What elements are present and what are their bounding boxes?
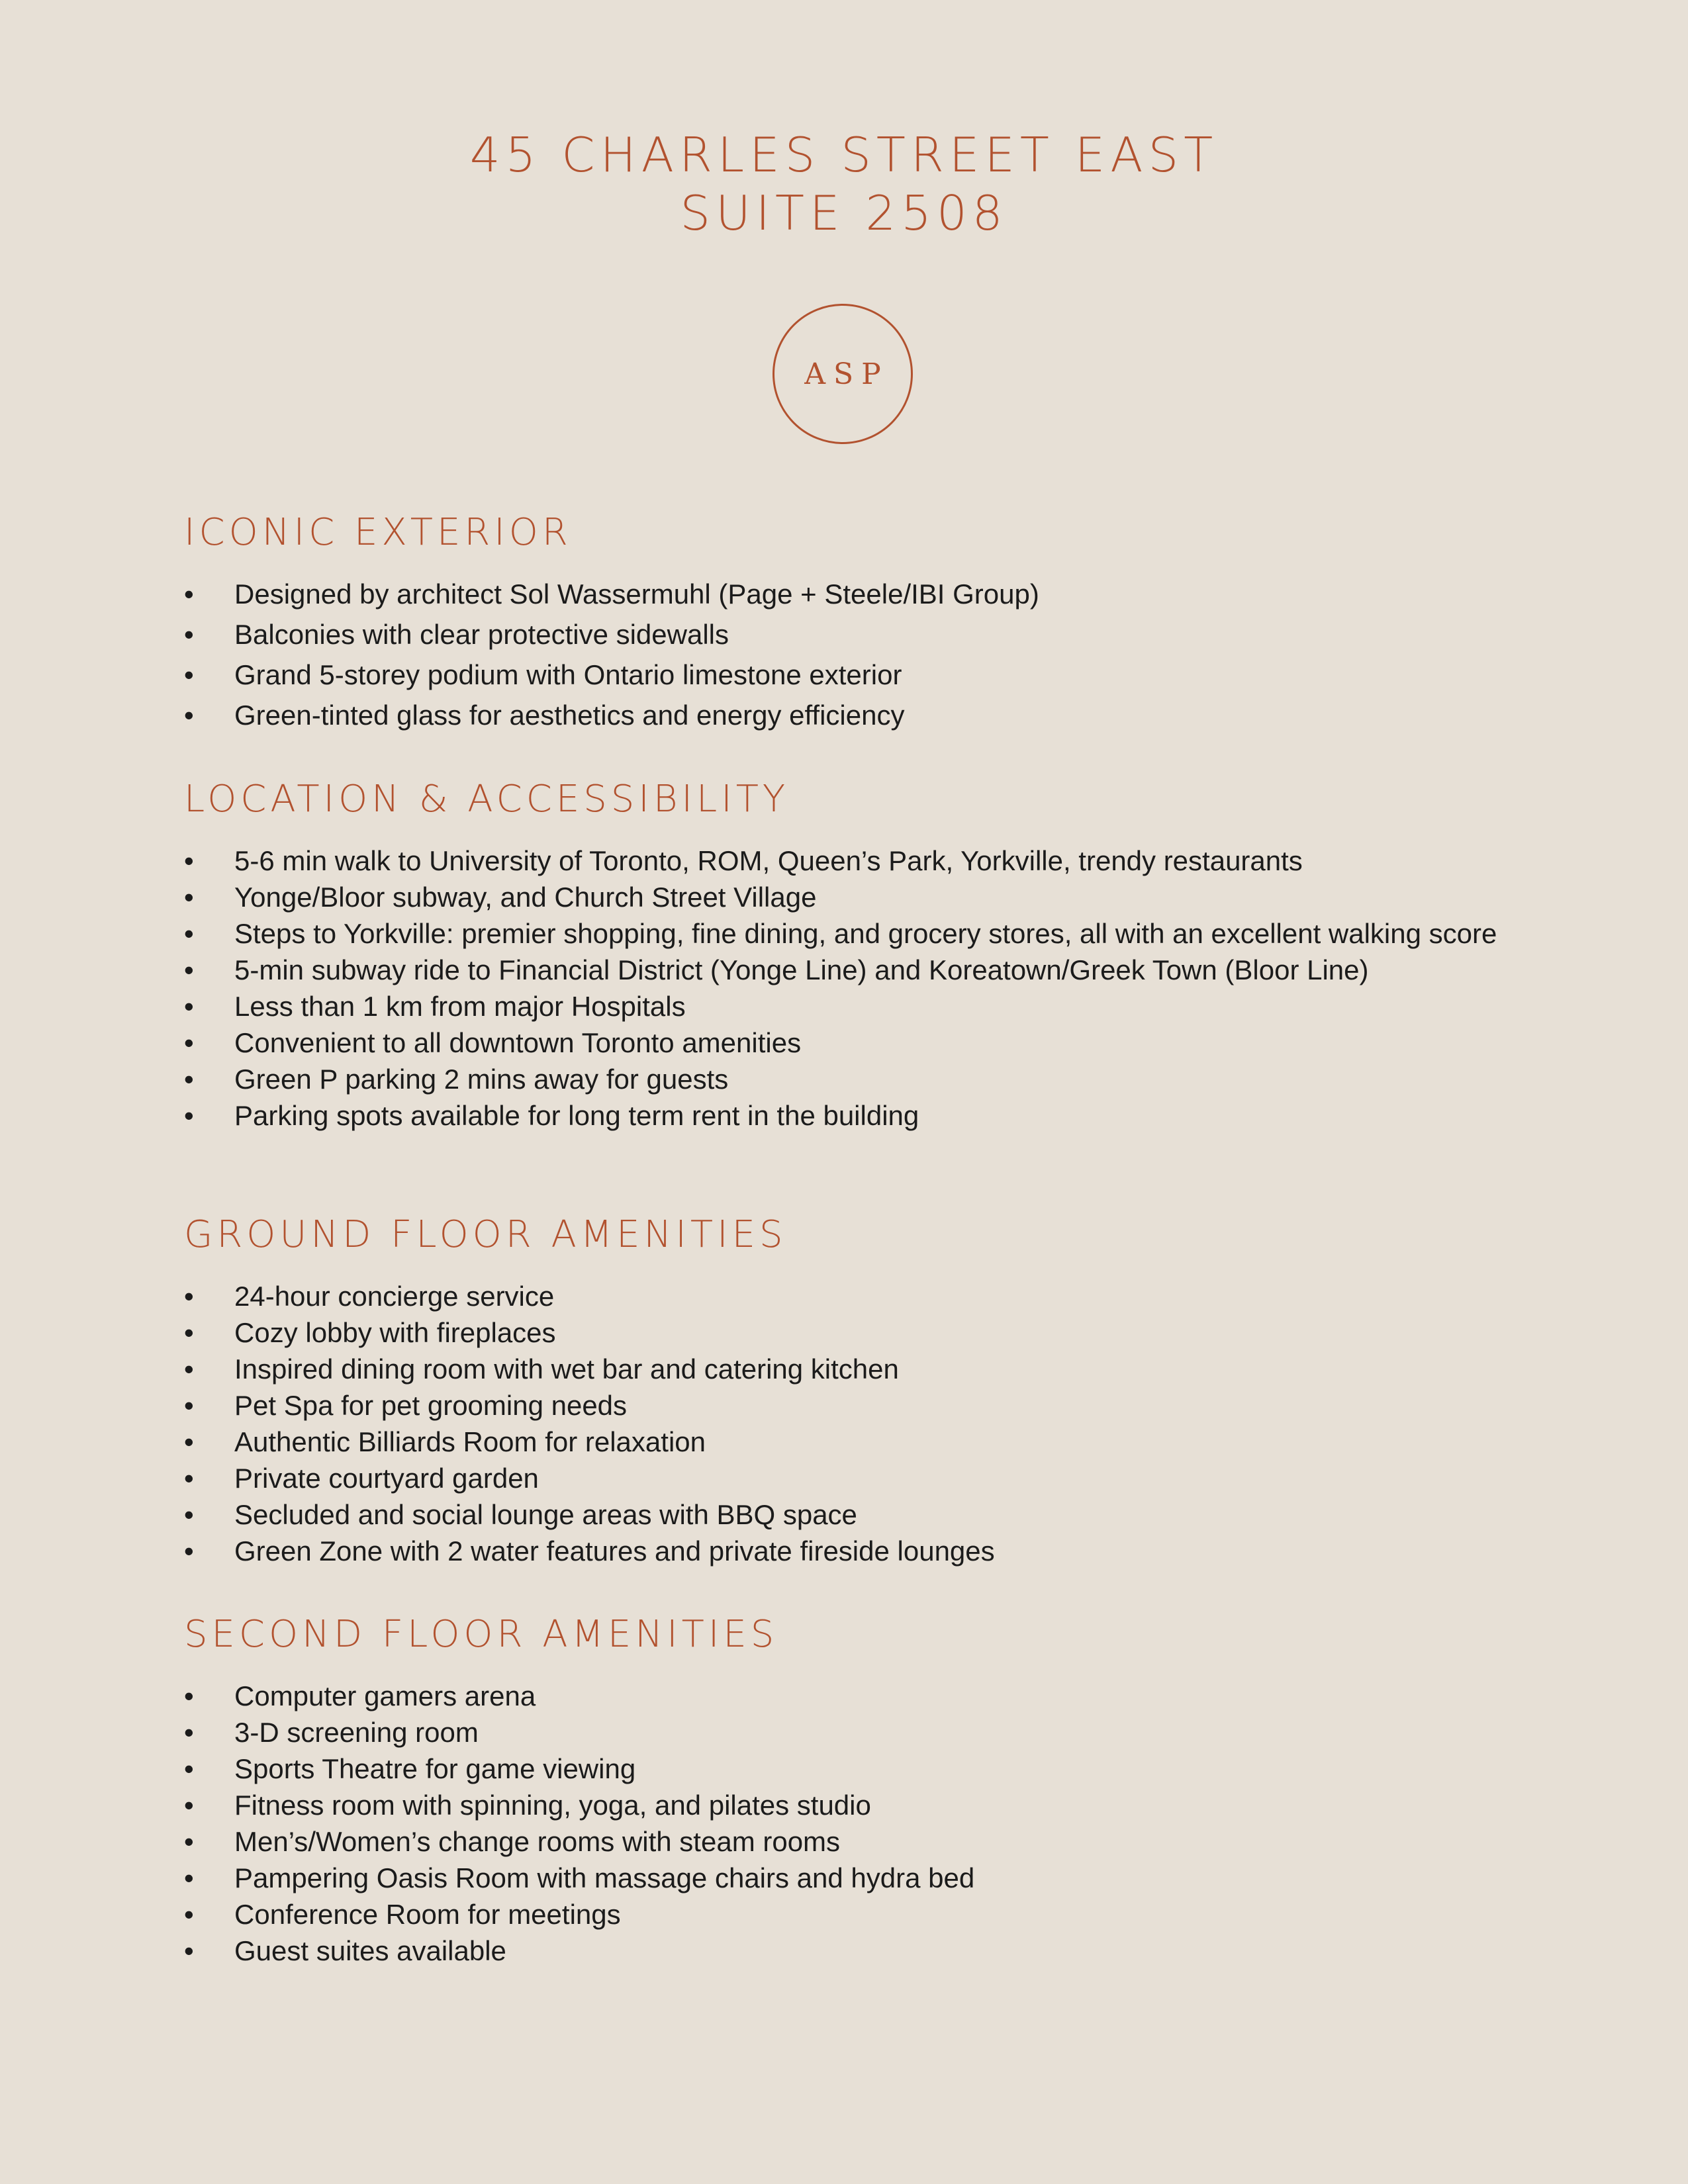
list-item xyxy=(184,697,1541,733)
list-item xyxy=(184,1460,1541,1496)
list-item-text: Authentic Billiards Room for relaxation xyxy=(234,1426,706,1457)
list-item xyxy=(184,988,1541,1024)
list-item xyxy=(184,952,1541,988)
bullet: • xyxy=(184,1753,194,1784)
list-item-text: 5-6 min walk to University of Toronto, ROM, Queen’s Park, Yorkville, trendy restaurants xyxy=(234,845,1303,876)
feature-list xyxy=(184,576,1541,733)
list-item xyxy=(184,1751,1541,1787)
list-item-text: 3-D screening room xyxy=(234,1717,479,1748)
list-item xyxy=(184,1097,1541,1134)
list-item-text: Cozy lobby with fireplaces xyxy=(234,1317,556,1348)
section-ground-floor-amenities xyxy=(184,1212,1541,1569)
bullet: • xyxy=(184,1281,194,1312)
bullet: • xyxy=(184,1535,194,1567)
bullet: • xyxy=(184,1862,194,1893)
list-item-text: Private courtyard garden xyxy=(234,1463,539,1494)
bullet: • xyxy=(184,1390,194,1421)
list-item-text: Parking spots available for long term rent in the building xyxy=(234,1100,919,1131)
bullet: • xyxy=(184,954,194,985)
bullet: • xyxy=(184,1717,194,1748)
list-item-text: Guest suites available xyxy=(234,1935,506,1966)
list-item xyxy=(184,1496,1541,1533)
list-item xyxy=(184,1714,1541,1751)
bullet: • xyxy=(184,1499,194,1530)
address-line: 45 CHARLES STREET EAST xyxy=(469,127,1219,183)
list-item xyxy=(184,1533,1541,1569)
list-item-text: Fitness room with spinning, yoga, and pilates studio xyxy=(234,1790,871,1821)
bullet: • xyxy=(184,1935,194,1966)
feature-list xyxy=(184,1678,1541,1969)
bullet: • xyxy=(184,700,194,731)
section-title: SECOND FLOOR AMENITIES xyxy=(184,1613,778,1656)
section-title: LOCATION & ACCESSIBILITY xyxy=(184,778,790,821)
list-item xyxy=(184,1787,1541,1823)
list-item-text: Convenient to all downtown Toronto amenities xyxy=(234,1027,802,1058)
section-title: GROUND FLOOR AMENITIES xyxy=(184,1213,787,1256)
list-item xyxy=(184,1933,1541,1969)
bullet: • xyxy=(184,991,194,1022)
bullet: • xyxy=(184,1100,194,1131)
list-item-text: Pet Spa for pet grooming needs xyxy=(234,1390,628,1421)
list-item xyxy=(184,1314,1541,1351)
list-item xyxy=(184,1278,1541,1314)
list-item xyxy=(184,842,1541,879)
bullet: • xyxy=(184,1317,194,1348)
bullet: • xyxy=(184,882,194,913)
list-item-text: Inspired dining room with wet bar and catering kitchen xyxy=(234,1353,899,1385)
list-item-text: Secluded and social lounge areas with BBQ space xyxy=(234,1499,857,1530)
list-item xyxy=(184,1351,1541,1387)
bullet: • xyxy=(184,845,194,876)
list-item xyxy=(184,1061,1541,1097)
list-item-text: Men’s/Women’s change rooms with steam rooms xyxy=(234,1826,841,1857)
section-iconic-exterior xyxy=(184,510,1541,737)
list-item-text: Green Zone with 2 water features and private fireside lounges xyxy=(234,1535,995,1567)
bullet: • xyxy=(184,1463,194,1494)
bullet: • xyxy=(184,1027,194,1058)
asp-logo xyxy=(773,304,913,444)
bullet: • xyxy=(184,1064,194,1095)
list-item xyxy=(184,1424,1541,1460)
list-item xyxy=(184,1896,1541,1933)
bullet: • xyxy=(184,578,194,610)
list-item-text: Steps to Yorkville: premier shopping, fine dining, and grocery stores, all with an excellent walking score xyxy=(234,918,1497,949)
bullet: • xyxy=(184,1899,194,1930)
bullet: • xyxy=(184,1680,194,1711)
section-second-floor-amenities xyxy=(184,1612,1541,1969)
logo-text: ASP xyxy=(804,357,889,391)
bullet: • xyxy=(184,918,194,949)
list-item xyxy=(184,1678,1541,1714)
feature-list xyxy=(184,1278,1541,1569)
list-item-text: Conference Room for meetings xyxy=(234,1899,621,1930)
list-item xyxy=(184,576,1541,612)
list-item-text: Computer gamers arena xyxy=(234,1680,536,1711)
list-item xyxy=(184,879,1541,915)
list-item-text: Green P parking 2 mins away for guests xyxy=(234,1064,729,1095)
section-title: ICONIC EXTERIOR xyxy=(184,511,572,554)
list-item xyxy=(184,1823,1541,1860)
list-item xyxy=(184,1860,1541,1896)
list-item-text: Designed by architect Sol Wassermuhl (Page + Steele/IBI Group) xyxy=(234,578,1039,610)
bullet: • xyxy=(184,1353,194,1385)
bullet: • xyxy=(184,1790,194,1821)
list-item xyxy=(184,657,1541,693)
list-item-text: Less than 1 km from major Hospitals xyxy=(234,991,686,1022)
feature-list xyxy=(184,842,1541,1134)
page-title xyxy=(0,126,1688,242)
section-location-accessibility xyxy=(184,776,1541,1134)
list-item-text: Grand 5-storey podium with Ontario limestone exterior xyxy=(234,659,902,690)
bullet: • xyxy=(184,1426,194,1457)
list-item xyxy=(184,1387,1541,1424)
bullet: • xyxy=(184,619,194,650)
list-item-text: Yonge/Bloor subway, and Church Street Village xyxy=(234,882,817,913)
list-item-text: 24-hour concierge service xyxy=(234,1281,555,1312)
list-item xyxy=(184,616,1541,653)
bullet: • xyxy=(184,1826,194,1857)
list-item xyxy=(184,1024,1541,1061)
list-item-text: Sports Theatre for game viewing xyxy=(234,1753,636,1784)
list-item xyxy=(184,915,1541,952)
suite-line: SUITE 2508 xyxy=(680,185,1008,241)
bullet: • xyxy=(184,659,194,690)
list-item-text: Balconies with clear protective sidewalls xyxy=(234,619,729,650)
list-item-text: Pampering Oasis Room with massage chairs and hydra bed xyxy=(234,1862,975,1893)
list-item-text: Green-tinted glass for aesthetics and energy efficiency xyxy=(234,700,905,731)
list-item-text: 5-min subway ride to Financial District (Yonge Line) and Koreatown/Greek Town (Bloor Line) xyxy=(234,954,1369,985)
